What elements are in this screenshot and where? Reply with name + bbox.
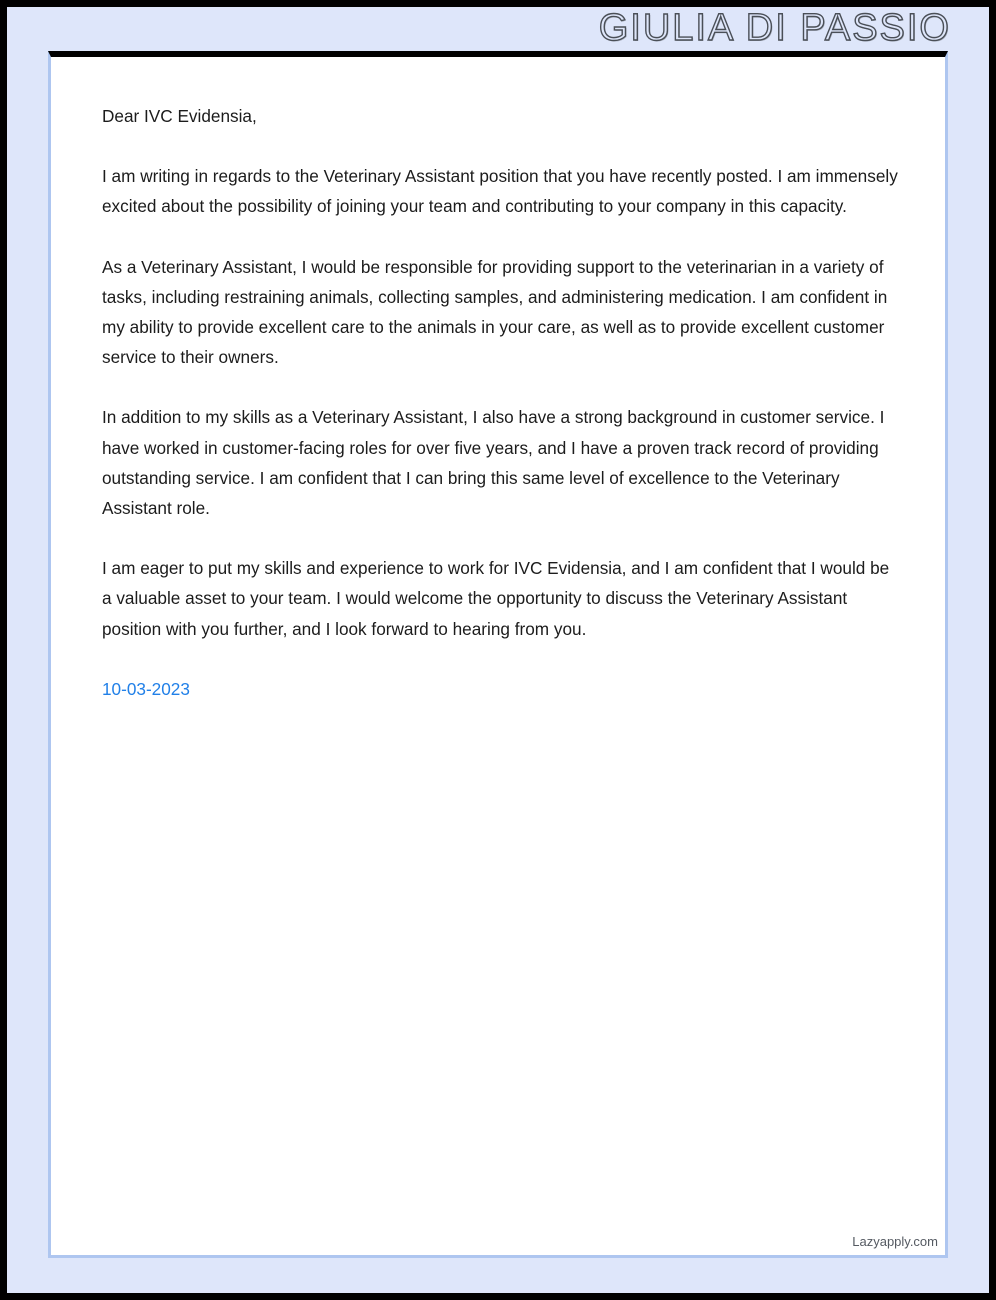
letter-card-inner (51, 57, 945, 1255)
card-footer (852, 1233, 938, 1251)
page-canvas (7, 7, 989, 1293)
letter-date: 10-03-2023 (102, 678, 190, 699)
letter-body (102, 101, 899, 704)
letter-paragraph-4: I am eager to put my skills and experience to work for IVC Evidensia, and I am confident that I would be a valuable asset to your team. I would welcome the opportunity to discuss the Veterinary Assistant position with you further, and I look forward to hearing from you. (102, 558, 890, 639)
header-band (7, 7, 989, 51)
letter-salutation: Dear IVC Evidensia, (102, 106, 257, 126)
letter-paragraph-1: I am writing in regards to the Veterinary Assistant position that you have recently posted. I am immensely excited about the possibility of joining your team and contributing to your company in this capacity. (102, 166, 898, 217)
letter-paragraph-2: As a Veterinary Assistant, I would be responsible for providing support to the veterinarian in a variety of tasks, including restraining animals, collecting samples, and administering medication. I am confident in my ability to provide excellent care to the animals in your care, as well as to provide excellent customer service to their owners. (102, 256, 888, 368)
letter-card (48, 51, 948, 1258)
letter-paragraph-3: In addition to my skills as a Veterinary Assistant, I also have a strong background in customer service. I have worked in customer-facing roles for over five years, and I have a proven track record of providing outstanding service. I am confident that I can bring this same level of excellence to the Veterinary Assistant role. (102, 407, 885, 519)
footer-watermark: Lazyapply.com (852, 1234, 938, 1249)
page-title: GIULIA DI PASSIO (598, 7, 951, 49)
